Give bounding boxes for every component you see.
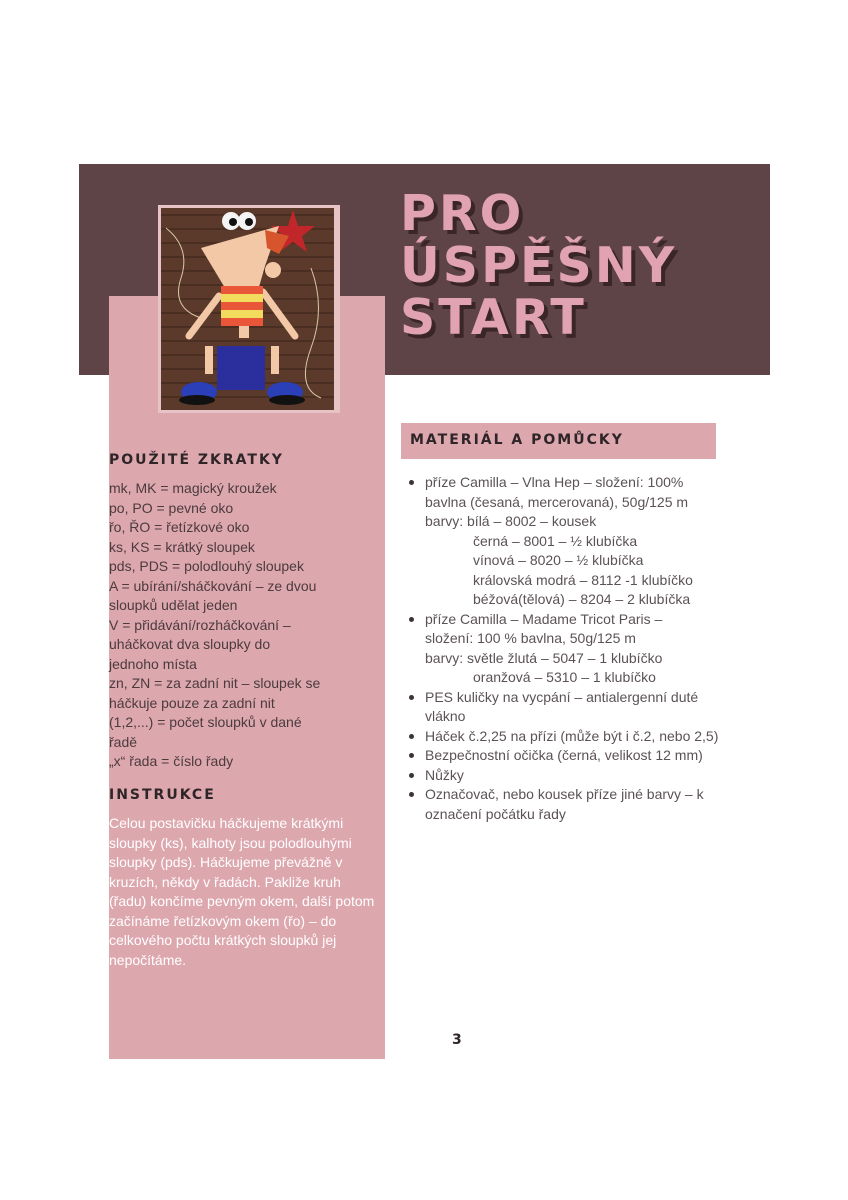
material-line: černá – 8001 – ½ klubíčka xyxy=(473,532,638,549)
material-text: Označovač, nebo kousek příze jiné barvy – k označení počátku řady xyxy=(425,786,704,822)
material-line: složení: 100 % bavlna, 50g/125 m xyxy=(425,630,636,646)
abbreviation-line: ks, KS = krátký sloupek xyxy=(109,538,255,555)
abbreviation-line: zn, ZN = za zadní nit – sloupek se xyxy=(109,675,321,691)
abbreviation-line: jednoho místa xyxy=(109,655,197,672)
page-title xyxy=(400,185,678,346)
abbreviation-line: mk, MK = magický kroužek xyxy=(109,480,277,496)
material-text: PES kuličky na vycpání – antialergenní duté vlákno xyxy=(425,688,699,724)
material-line: barvy: bílá – 8002 – kousek xyxy=(425,513,597,529)
abbreviation-line: (1,2,...) = počet sloupků v dané xyxy=(109,714,302,730)
bullet-icon xyxy=(409,480,414,485)
materials-list xyxy=(409,473,729,824)
abbreviation-line: sloupků udělat jeden xyxy=(109,597,238,613)
abbreviation-line: řo, ŘO = řetízkové oko xyxy=(109,519,250,535)
instructions-heading: INSTRUKCE xyxy=(109,787,216,803)
material-line: oranžová – 5310 – 1 klubíčko xyxy=(473,669,656,685)
abbreviation-line: po, PO = pevné oko xyxy=(109,499,234,516)
list-item xyxy=(409,688,729,727)
page-number: 3 xyxy=(452,1032,462,1048)
abbreviation-line: A = ubírání/sháčkování – ze dvou xyxy=(109,577,317,594)
bullet-icon xyxy=(409,734,414,739)
title-line-3: START xyxy=(400,289,587,346)
crochet-doll-photo xyxy=(161,208,334,410)
title-line-2: ÚSPĚŠNÝ xyxy=(400,237,678,294)
instructions-text: Celou postavičku háčkujeme krátkými sloupky (ks), kalhoty jsou polodlouhými sloupky (pds). Háčkujeme převážně v kruzích, někdy v řadách. Pakliže kruh (řadu) končíme pevným okem, další potom začínáme řetízkovým okem (řo) – do celkového počtu krátkých sloupků jej nepočítáme. xyxy=(109,815,375,968)
material-line: vínová – 8020 – ½ klubíčka xyxy=(473,552,644,568)
abbreviation-line: „x“ řada = číslo řady xyxy=(109,753,234,769)
material-line: bavlna (česaná, mercerovaná), 50g/125 m xyxy=(425,493,689,510)
material-line: příze Camilla – Vlna Hep – složení: 100% xyxy=(425,474,684,490)
bullet-icon xyxy=(409,617,414,622)
material-text: Háček č.2,25 na přízi (může být i č.2, nebo 2,5) xyxy=(425,727,719,744)
bullet-icon xyxy=(409,792,414,797)
material-line: barvy: světle žlutá – 5047 – 1 klubíčko xyxy=(425,649,663,666)
material-line: příze Camilla – Madame Tricot Paris – xyxy=(425,610,663,627)
abbreviations-heading: POUŽITÉ ZKRATKY xyxy=(109,452,284,468)
list-item xyxy=(409,746,729,766)
abbreviations-list xyxy=(109,479,381,772)
material-line: královská modrá – 8112 -1 klubíčko xyxy=(473,571,693,588)
list-item xyxy=(409,473,729,610)
abbreviation-line: pds, PDS = polodlouhý sloupek xyxy=(109,558,304,574)
bullet-icon xyxy=(409,695,414,700)
title-line-1: PRO xyxy=(400,185,525,242)
abbreviation-line: V = přidávání/rozháčkování – xyxy=(109,616,291,633)
list-item xyxy=(409,727,729,747)
material-line: béžová(tělová) – 8204 – 2 klubíčka xyxy=(473,591,691,607)
materials-heading: MATERIÁL A POMŮCKY xyxy=(410,432,624,448)
list-item xyxy=(409,610,729,688)
abbreviation-line: uháčkovat dva sloupky do xyxy=(109,636,271,652)
bullet-icon xyxy=(409,753,414,758)
abbreviation-line: řadě xyxy=(109,733,138,750)
material-text: Nůžky xyxy=(425,766,464,783)
list-item xyxy=(409,766,729,786)
crochet-doll-illustration xyxy=(161,208,334,410)
list-item xyxy=(409,785,729,824)
material-text: Bezpečnostní očička (černá, velikost 12 mm) xyxy=(425,747,703,763)
abbreviation-line: háčkuje pouze za zadní nit xyxy=(109,694,275,711)
bullet-icon xyxy=(409,773,414,778)
